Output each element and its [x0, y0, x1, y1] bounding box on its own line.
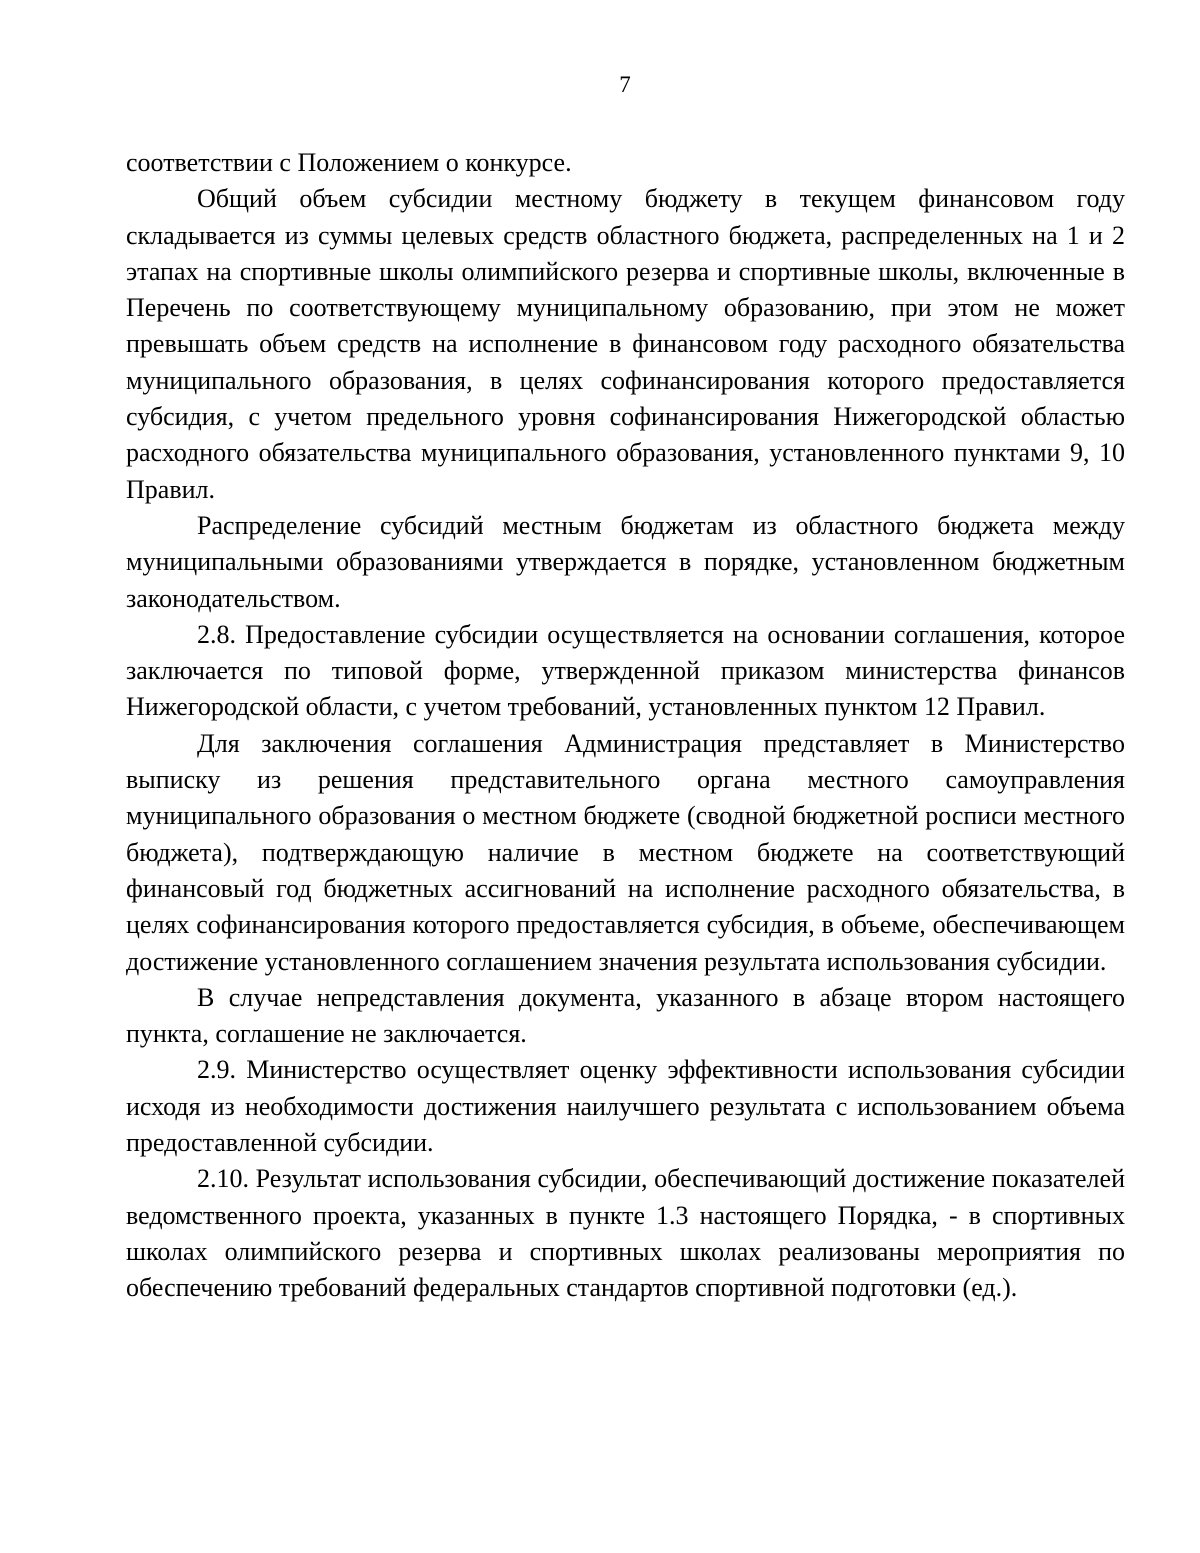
paragraph-continuation: соответствии с Положением о конкурсе.: [126, 148, 572, 177]
paragraph-2-8: 2.8. Предоставление субсидии осуществляется на основании соглашения, которое заключается по типовой форме, утвержденной приказом министерства финансов Нижегородской области, с учетом требований, установленных пунктом 12 Правил.: [126, 619, 1125, 722]
paragraph-2-10: 2.10. Результат использования субсидии, обеспечивающий достижение показателей ведомственного проекта, указанных в пункте 1.3 настоящего Порядка, - в спортивных школах олимпийского резерва и спортивных школах реализованы мероприятия по обеспечению требований федеральных стандартов спортивной подготовки (ед.).: [126, 1164, 1125, 1303]
page-number: 7: [619, 72, 631, 97]
paragraph-subsidy-volume: Общий объем субсидии местному бюджету в текущем финансовом году складывается из суммы целевых средств областного бюджета, распределенных на 1 и 2 этапах на спортивные школы олимпийского резерва и спортивные школы, включенные в Перечень по соответствующему муниципальному образованию, при этом не может превышать объем средств на исполнение в финансовом году расходного обязательства муниципального образования, в целях софинансирования которого предоставляется субсидия, с учетом предельного уровня софинансирования Нижегородской областью расходного обязательства муниципального образования, установленного пунктами 9, 10 Правил.: [126, 184, 1125, 504]
document-body: [126, 145, 1125, 1307]
paragraph-agreement-conclusion: Для заключения соглашения Администрация представляет в Министерство выписку из решения представительного органа местного самоуправления муниципального образования о местном бюджете (сводной бюджетной росписи местного бюджета), подтверждающую наличие в местном бюджете на соответствующий финансовый год бюджетных ассигнований на исполнение расходного обязательства, в целях софинансирования которого предоставляется субсидия, в объеме, обеспечивающем достижение установленного соглашением значения результата использования субсидии.: [126, 728, 1125, 976]
paragraph-2-9: 2.9. Министерство осуществляет оценку эффективности использования субсидии исходя из необходимости достижения наилучшего результата с использованием объема предоставленной субсидии.: [126, 1055, 1125, 1158]
paragraph-non-submission: В случае непредставления документа, указанного в абзаце втором настоящего пункта, соглашение не заключается.: [126, 982, 1125, 1049]
paragraph-subsidy-distribution: Распределение субсидий местным бюджетам из областного бюджета между муниципальными образованиями утверждается в порядке, установленном бюджетным законодательством.: [126, 510, 1125, 613]
